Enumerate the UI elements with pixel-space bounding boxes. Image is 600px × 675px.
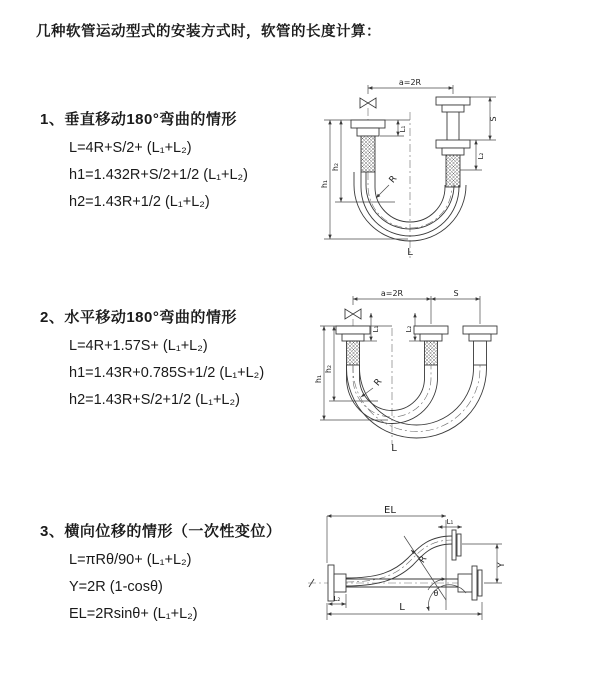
dim-label-el: EL	[384, 505, 396, 516]
length-label: L	[399, 602, 405, 613]
length-label: L	[391, 443, 397, 454]
radius-label: R	[417, 554, 430, 566]
right-flange	[458, 566, 482, 600]
braided-hose-end	[361, 136, 375, 172]
dim-extension-lines	[320, 296, 480, 420]
valve-icon	[360, 98, 376, 108]
formula-3-L: L=πRθ/90+ (L₁+L₂)	[69, 552, 192, 568]
diagram-lateral-displacement	[300, 498, 600, 660]
dim-label-l2: L₂	[333, 595, 341, 603]
dim-label-h2: h₂	[331, 162, 340, 172]
left-pipe-assembly	[351, 120, 385, 172]
section-2	[40, 306, 264, 408]
left-pipe-assembly	[336, 326, 370, 365]
hose-displaced-position	[346, 536, 452, 586]
length-label: L	[407, 247, 413, 258]
braided-hose-end	[446, 155, 460, 187]
radius-label: R	[387, 174, 400, 186]
radius-label: R	[372, 377, 385, 389]
dim-label-y: Y	[497, 562, 507, 568]
section-1-heading: 1、垂直移动180°弯曲的情形	[40, 111, 237, 128]
dim-label-l1: L₁	[372, 325, 380, 333]
diagram-horizontal-180-bend	[308, 283, 600, 459]
section-2-heading: 2、水平移动180°弯曲的情形	[40, 309, 237, 326]
formula-2-L: L=4R+1.57S+ (L₁+L₂)	[69, 338, 208, 354]
dim-label-a2r: a=2R	[398, 78, 422, 87]
diagram-vertical-180-bend	[310, 72, 596, 264]
radius-leader-line	[376, 185, 389, 198]
page-title: 几种软管运动型式的安装方式时，软管的长度计算：	[36, 24, 381, 40]
dim-label-s: S	[489, 116, 498, 122]
right-pipe-assembly	[436, 97, 470, 187]
right-pipe-assembly	[463, 326, 497, 365]
formula-2-h1: h1=1.43R+0.785S+1/2 (L₁+L₂)	[69, 365, 265, 381]
middle-pipe-assembly	[414, 326, 448, 365]
dimension-lines	[327, 516, 497, 614]
dim-label-h1: h₁	[320, 179, 329, 189]
angle-label: θ	[433, 589, 439, 598]
dim-label-l1: L₁	[399, 125, 407, 133]
dim-label-h2: h₂	[324, 364, 333, 374]
section-3	[40, 520, 281, 622]
dim-label-h1: h₁	[314, 374, 323, 384]
dim-label-s: S	[453, 289, 459, 298]
hose-u-curves	[347, 365, 487, 438]
dim-label-a2r: a=2R	[380, 289, 404, 298]
upper-flange	[452, 530, 461, 560]
formula-1-h1: h1=1.432R+S/2+1/2 (L₁+L₂)	[69, 167, 249, 183]
dim-label-l1: L₁	[446, 518, 454, 526]
formula-1-L: L=4R+S/2+ (L₁+L₂)	[69, 140, 192, 156]
valve-icon	[345, 309, 361, 319]
formula-1-h2: h2=1.43R+1/2 (L₁+L₂)	[69, 194, 210, 210]
dim-label-l2: L₂	[477, 152, 485, 160]
formula-3-EL: EL=2Rsinθ+ (L₁+L₂)	[69, 606, 198, 622]
section-1	[40, 108, 248, 210]
dim-label-l2: L₂	[405, 325, 413, 333]
section-3-heading: 3、横向位移的情形（一次性变位）	[40, 523, 282, 540]
formula-3-Y: Y=2R (1-cosθ)	[69, 579, 163, 595]
formula-2-h2: h2=1.43R+S/2+1/2 (L₁+L₂)	[69, 392, 240, 408]
